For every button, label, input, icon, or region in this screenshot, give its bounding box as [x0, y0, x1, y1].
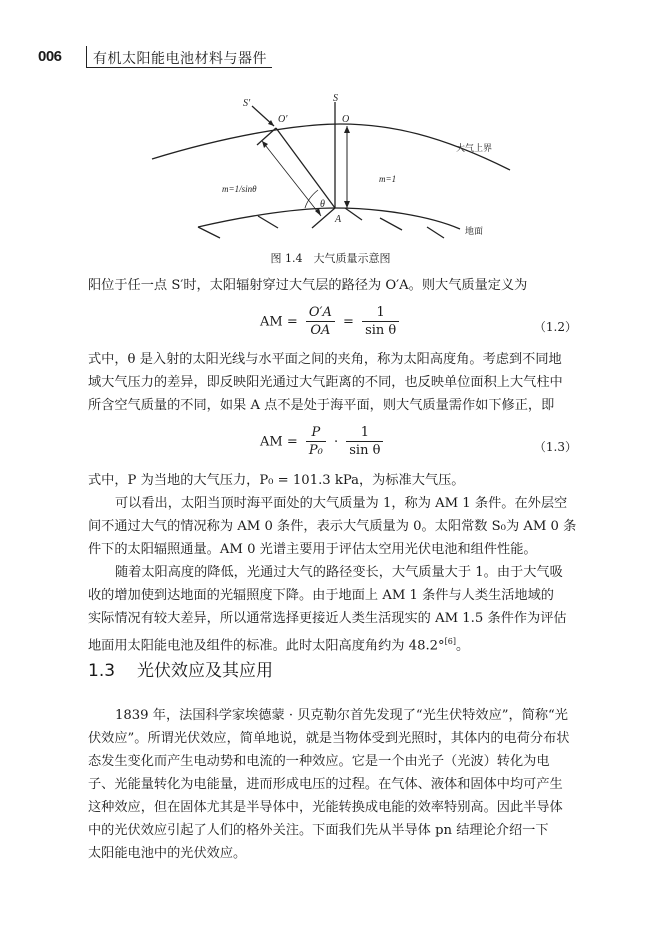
air-mass-diagram: [140, 90, 530, 250]
label-o-prime: O′: [278, 114, 288, 125]
equation-1-3: [260, 425, 387, 459]
denominator: sin θ: [349, 443, 381, 458]
eq-equals: =: [343, 314, 354, 330]
text-line: 子、光能量转化为电能量，进而形成电压的过程。在气体、液体和固体中均可产生: [88, 777, 563, 792]
label-s: S: [333, 93, 338, 104]
text-line: 式中，P 为当地的大气压力，P₀ = 101.3 kPa，为标准大气压。: [88, 473, 465, 488]
text-line: 件下的太阳辐照通量。AM 0 光谱主要用于评估太空用光伏电池和组件性能。: [88, 542, 537, 557]
fraction: [306, 425, 326, 459]
label-m-slant: m=1/sinθ: [222, 184, 257, 194]
running-header-title: 有机太阳能电池材料与器件: [93, 51, 267, 67]
text-line: 收的增加使到达地面的光辐照度下降。由于地面上 AM 1 条件与人类生活地域的: [88, 588, 554, 603]
section-heading: [88, 656, 273, 681]
denominator: sin θ: [365, 323, 397, 338]
text-run: 。: [456, 638, 470, 654]
header-divider: [86, 46, 87, 68]
fraction: [346, 425, 383, 459]
label-atmosphere-top: 大气上界: [456, 144, 493, 154]
label-theta: θ: [320, 199, 325, 210]
label-ground: 地面: [465, 227, 484, 237]
numerator: O′A: [306, 305, 335, 322]
denominator: OA: [310, 323, 331, 338]
theta-arc: [305, 190, 318, 208]
equation-1-2: [260, 305, 403, 339]
equation-number: （1.2）: [533, 320, 577, 334]
ground-hatch: [380, 218, 402, 230]
text-line: 所含空气质量的不同，如果 A 点不是处于海平面，则大气质量需作如下修正，即: [88, 398, 555, 413]
citation-ref: [6]: [444, 637, 456, 646]
slant-dimension-line: [262, 141, 321, 216]
measurement-tick: [257, 128, 276, 145]
numerator: 1: [362, 305, 399, 322]
equation-number: （1.3）: [533, 440, 577, 454]
text-line: 实际情况有较大差异，所以通常选择更接近人类生活现实的 AM 1.5 条件作为评估: [88, 611, 567, 626]
text-run: 地面用太阳能电池及组件的标准。此时太阳高度角约为 48.2°: [88, 638, 445, 654]
text-line: [88, 630, 578, 657]
denominator: P₀: [308, 443, 323, 458]
text-line: 态发生变化而产生电动势和电流的一种效应。它是一个由光子（光波）转化为电: [88, 754, 550, 769]
numerator: P: [306, 425, 326, 442]
text-line: 中的光伏效应引起了人们的格外关注。下面我们先从半导体 pn 结理论介绍一下: [88, 823, 549, 838]
label-o: O: [342, 114, 350, 125]
eq-lhs: AM =: [260, 434, 298, 450]
text-line: 阳位于任一点 S′时，太阳辐射穿过大气层的路径为 O′A。则大气质量定义为: [88, 278, 528, 293]
ground-hatch: [258, 216, 278, 228]
fraction: [306, 305, 335, 339]
eq-lhs: AM =: [260, 314, 298, 330]
ground-curve: [198, 208, 460, 229]
text-line: 间不通过大气的情况称为 AM 0 条件，表示大气质量为 0。太阳常数 S₀为 AM 0 条: [88, 519, 577, 534]
eq-dot: ·: [333, 434, 339, 450]
ground-hatch: [198, 227, 220, 238]
text-line: 可以看出，太阳当顶时海平面处的大气质量为 1，称为 AM 1 条件。在外层空: [115, 496, 568, 511]
text-line: 伏效应”。所谓光伏效应，简单地说，就是当物体受到光照时，其体内的电荷分布状: [88, 731, 570, 746]
label-a: A: [335, 214, 342, 225]
text-line: 随着太阳高度的降低，光通过大气的路径变长，大气质量大于 1。由于大气吸: [115, 565, 563, 580]
ground-hatch: [345, 208, 362, 220]
fraction: [362, 305, 399, 339]
figure-caption: 图 1.4 大气质量示意图: [270, 252, 391, 265]
section-title: 光伏效应及其应用: [137, 661, 274, 681]
section-number: 1.3: [88, 661, 116, 681]
text-line: 式中，θ 是入射的太阳光线与水平面之间的夹角，称为太阳高度角。考虑到不同地: [88, 352, 562, 367]
ground-hatch: [427, 227, 444, 238]
text-line: 域大气压力的差异，即反映阳光通过大气距离的不同，也反映单位面积上大气柱中: [88, 375, 563, 390]
label-m-vertical: m=1: [379, 174, 397, 184]
label-s-prime: S′: [243, 98, 251, 109]
page-number: 006: [38, 48, 62, 65]
arrowhead: [344, 126, 350, 133]
numerator: 1: [346, 425, 383, 442]
text-line: 1839 年，法国科学家埃德蒙 · 贝克勒尔首先发现了“光生伏特效应”，简称“光: [115, 708, 568, 723]
text-line: 太阳能电池中的光伏效应。: [88, 846, 247, 861]
arrowhead: [344, 201, 350, 208]
text-line: 这种效应，但在固体尤其是半导体中，光能转换成电能的效率特别高。因此半导体: [88, 800, 563, 815]
